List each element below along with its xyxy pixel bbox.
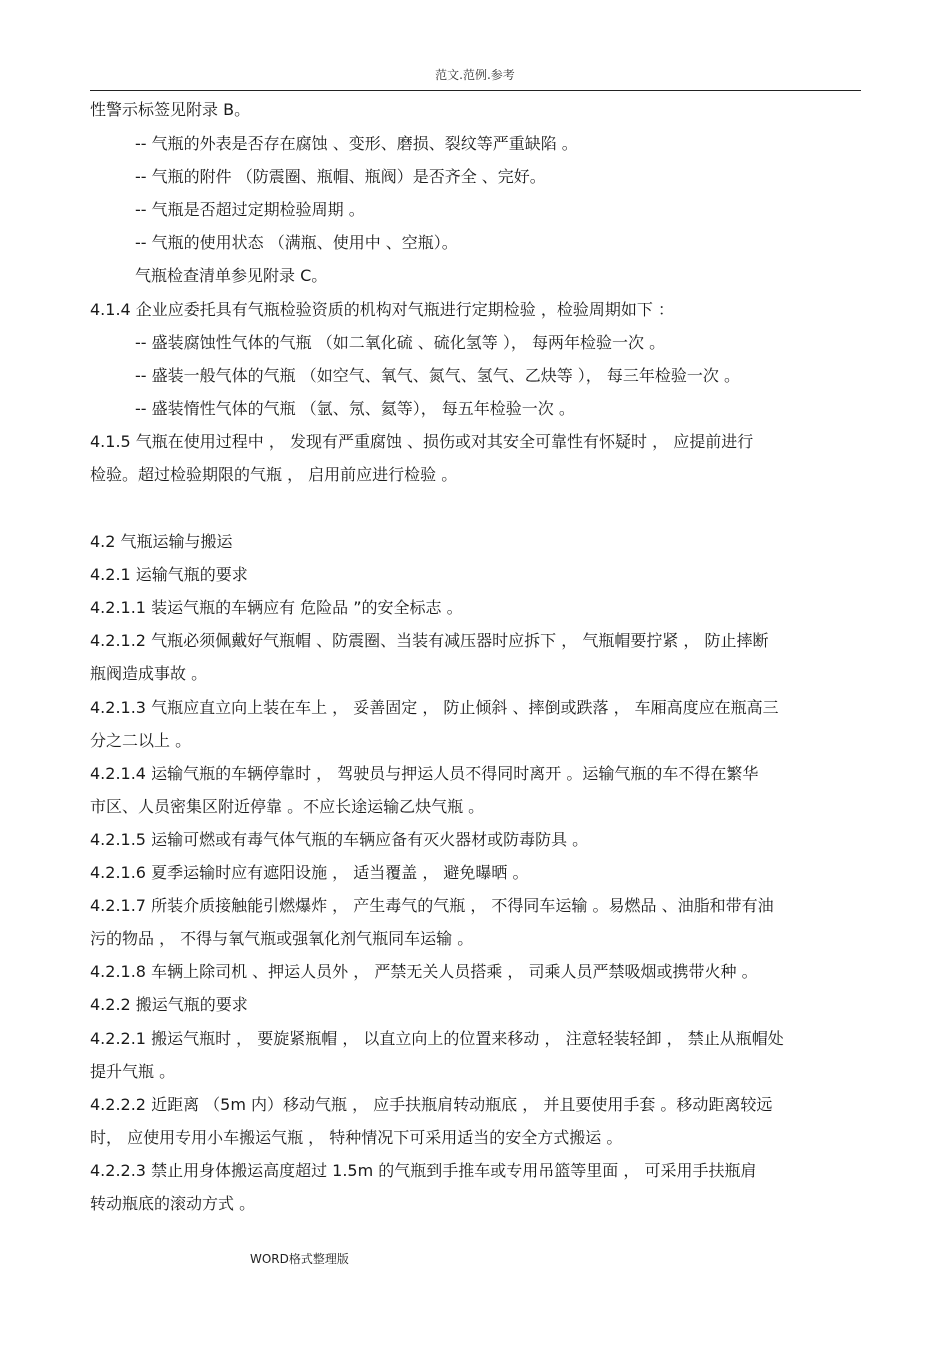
list-item: -- 气瓶的附件 （防震圈、瓶帽、瓶阀）是否齐全 、完好。 xyxy=(135,167,546,186)
text-line: 市区、人员密集区附近停靠 。不应长途运输乙炔气瓶 。 xyxy=(90,797,485,816)
list-item: -- 盛装惰性气体的气瓶 （氩、氖、氦等）， 每五年检验一次 。 xyxy=(135,399,575,418)
header-divider xyxy=(90,90,861,91)
text-line: 气瓶检查清单参见附录 C。 xyxy=(135,266,328,285)
section-4-2-1-4: 4.2.1.4 运输气瓶的车辆停靠时 ， 驾驶员与押运人员不得同时离开 。运输气瓶的车不得在繁华 xyxy=(90,764,759,783)
list-item: -- 气瓶是否超过定期检验周期 。 xyxy=(135,200,365,219)
section-4-2-1-2: 4.2.1.2 气瓶必须佩戴好气瓶帽 、防震圈、当装有减压器时应拆下 ， 气瓶帽要拧紧 ， 防止摔断 xyxy=(90,631,769,650)
section-4-2-2-1: 4.2.2.1 搬运气瓶时 ， 要旋紧瓶帽 ， 以直立向上的位置来移动 ， 注意轻装轻卸 ， 禁止从瓶帽处 xyxy=(90,1029,784,1048)
subsection-heading-4-2-2: 4.2.2 搬运气瓶的要求 xyxy=(90,995,248,1014)
section-4-1-4: 4.1.4 企业应委托具有气瓶检验资质的机构对气瓶进行定期检验 ，检验周期如下 ： xyxy=(90,300,674,319)
text-line: 检验。超过检验期限的气瓶 ， 启用前应进行检验 。 xyxy=(90,465,458,484)
text-line: 污的物品 ， 不得与氧气瓶或强氧化剂气瓶同车运输 。 xyxy=(90,929,474,948)
page-footer: WORD格式整理版 xyxy=(250,1252,349,1266)
page-header: 范文.范例.参考 xyxy=(435,68,515,82)
text-line: 转动瓶底的滚动方式 。 xyxy=(90,1194,256,1213)
text-line: 分之二以上 。 xyxy=(90,731,192,750)
section-4-2-1-5: 4.2.1.5 运输可燃或有毒气体气瓶的车辆应备有灭火器材或防毒防具 。 xyxy=(90,830,589,849)
text-line: 性警示标签见附录 B。 xyxy=(90,100,251,119)
section-heading-4-2: 4.2 气瓶运输与搬运 xyxy=(90,532,233,551)
list-item: -- 气瓶的使用状态 （满瓶、使用中 、空瓶）。 xyxy=(135,233,458,252)
section-4-2-1-1: 4.2.1.1 装运气瓶的车辆应有 危险品 ”的安全标志 。 xyxy=(90,598,463,617)
text-line: 提升气瓶 。 xyxy=(90,1062,176,1081)
subsection-heading-4-2-1: 4.2.1 运输气瓶的要求 xyxy=(90,565,248,584)
list-item: -- 盛装一般气体的气瓶 （如空气、氧气、氮气、氢气、乙炔等 ）， 每三年检验一次 。 xyxy=(135,366,740,385)
section-4-2-2-3: 4.2.2.3 禁止用身体搬运高度超过 1.5m 的气瓶到手推车或专用吊篮等里面 ， 可采用手扶瓶肩 xyxy=(90,1161,757,1180)
section-4-2-1-7: 4.2.1.7 所装介质接触能引燃爆炸 ， 产生毒气的气瓶 ， 不得同车运输 。易燃品 、油脂和带有油 xyxy=(90,896,774,915)
section-4-1-5: 4.1.5 气瓶在使用过程中 ， 发现有严重腐蚀 、损伤或对其安全可靠性有怀疑时 ， 应提前进行 xyxy=(90,432,754,451)
text-line: 瓶阀造成事故 。 xyxy=(90,664,208,683)
section-4-2-2-2: 4.2.2.2 近距离 （5m 内）移动气瓶 ， 应手扶瓶肩转动瓶底 ， 并且要使用手套 。移动距离较远 xyxy=(90,1095,773,1114)
list-item: -- 气瓶的外表是否存在腐蚀 、变形、磨损、裂纹等严重缺陷 。 xyxy=(135,134,578,153)
section-4-2-1-6: 4.2.1.6 夏季运输时应有遮阳设施 ， 适当覆盖 ， 避免曝晒 。 xyxy=(90,863,529,882)
text-line: 时， 应使用专用小车搬运气瓶 ， 特种情况下可采用适当的安全方式搬运 。 xyxy=(90,1128,623,1147)
section-4-2-1-3: 4.2.1.3 气瓶应直立向上装在车上 ， 妥善固定 ， 防止倾斜 、摔倒或跌落 ， 车厢高度应在瓶高三 xyxy=(90,698,779,717)
list-item: -- 盛装腐蚀性气体的气瓶 （如二氧化硫 、硫化氢等 ）， 每两年检验一次 。 xyxy=(135,333,666,352)
section-4-2-1-8: 4.2.1.8 车辆上除司机 、押运人员外 ， 严禁无关人员搭乘 ， 司乘人员严禁吸烟或携带火种 。 xyxy=(90,962,758,981)
